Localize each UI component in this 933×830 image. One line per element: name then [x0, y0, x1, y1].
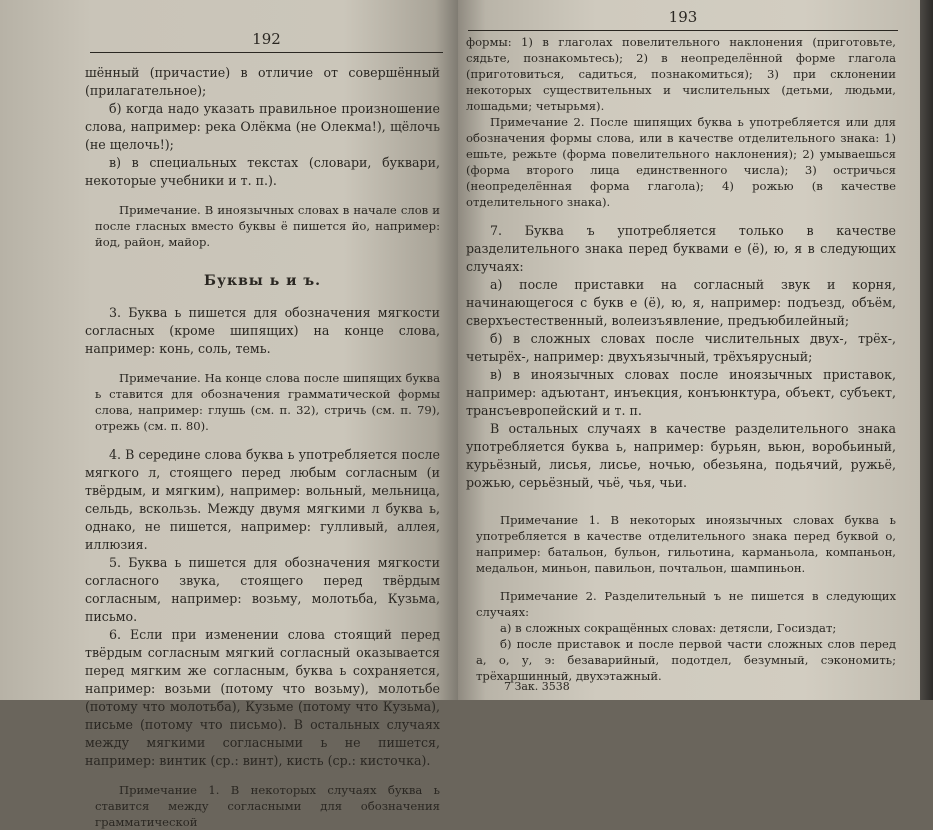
right-note: Примечание 2. После шипящих буква ь употребляется или для обозначения формы слова, или в качестве отделительного знака: 1) ешьте, режьте (форма повелительного наклонения); 2) умываешься (форма второго лица единственного числа); 3) остричься (неопределённая форма глагола); 4) рожью (в качестве отделительного знака).	[466, 115, 896, 209]
left-note: Примечание. В иноязычных словах в начале слов и после гласных вместо буквы ё пишется йо, например: йод, район, майор.	[95, 203, 440, 249]
section-heading: Буквы ь и ъ.	[204, 273, 321, 289]
left-paragraph: 6. Если при изменении слова стоящий перед твёрдым согласным мягкий согласный оказывается перед мягким же согласным, буква ь сохраняется, например: возьми (потому что возьму), молотьбе (потому что молотьба), Кузьме (потому что Кузьма), письме (потому что письмо). В остальных случаях между мягкими согласными ь не пишется, например: винтик (ср.: винт), кисть (ср.: кисточка).	[85, 627, 440, 768]
left-paragraph: 4. В середине слова буква ь употребляется после мягкого л, стоящего перед любым согласным (и твёрдым, и мягким), например: вольный, мельница, сельдь, вскользь. Между двумя мягкими л буква ь, однако, не пишется, например: гулливый, аллея, иллюзия.	[85, 447, 440, 552]
right-page-text	[466, 34, 896, 684]
left-page	[0, 0, 458, 829]
left-page-header	[90, 30, 443, 53]
right-paragraph: а) после приставки на согласный звук и корня, начинающегося с букв е (ё), ю, я, например: подъезд, объём, сверхъестественный, волеизъявление, предъюбилейный;	[466, 277, 896, 328]
left-page-text	[85, 64, 440, 830]
book-edge	[920, 0, 933, 700]
right-paragraph: В остальных случаях в качестве разделительного знака употребляется буква ь, например: бурьян, вьюн, воробьиный, курьёзный, лисья, лисье, ночью, обезьяна, подьячий, ружьё, рожью, серьёзный, чьё, чья, чьи.	[466, 421, 896, 490]
left-paragraph: шённый (причастие) в отличие от совершённый (прилагательное);	[85, 65, 440, 98]
right-paragraph: б) в сложных словах после числительных двух-, трёх-, четырёх-, например: двухъязычный, трёхъярусный;	[466, 331, 896, 364]
right-page-number: 193	[668, 8, 698, 26]
right-paragraph: в) в иноязычных словах после иноязычных приставок, например: адъютант, инъекция, конъюнктура, объект, субъект, трансъевропейский и т. п.	[466, 367, 896, 418]
right-note: формы: 1) в глаголах повелительного наклонения (приготовьте, сядьте, познакомьтесь); 2) в неопределённой форме глагола (приготовиться, садиться, познакомиться); 3) при склонении некоторых существительных и числительных (детьми, людьми, лошадьми; четырьмя).	[466, 35, 896, 113]
right-page	[458, 0, 920, 700]
right-page-header	[468, 8, 898, 31]
right-note: а) в сложных сокращённых словах: детясли, Госиздат;	[500, 621, 837, 635]
right-paragraph: 7. Буква ъ употребляется только в качестве разделительного знака перед буквами е (ё), ю, я в следующих случаях:	[466, 223, 896, 274]
left-paragraph: 5. Буква ь пишется для обозначения мягкости согласного звука, стоящего перед твёрдым согласным, например: возьму, молотьба, Кузьма, письмо.	[85, 555, 440, 624]
left-paragraph: в) в специальных текстах (словари, буквари, некоторые учебники и т. п.).	[85, 155, 440, 188]
left-page-number: 192	[252, 30, 281, 48]
right-note: Примечание 2. Разделительный ъ не пишется в следующих случаях:	[476, 589, 896, 619]
left-note: Примечание 1. В некоторых случаях буква ь ставится между согласными для обозначения грамматической	[95, 783, 440, 829]
page-footer: 7 Зак. 3538	[504, 680, 570, 693]
left-note: Примечание. На конце слова после шипящих буква ь ставится для обозначения грамматической формы слова, например: глушь (см. п. 32), стричь (см. п. 79), отрежь (см. п. 80).	[95, 371, 440, 433]
left-paragraph: б) когда надо указать правильное произношение слова, например: река Олёкма (не Олекма!), щёлочь (не щелочь!);	[85, 101, 440, 152]
left-paragraph: 3. Буква ь пишется для обозначения мягкости согласных (кроме шипящих) на конце слова, например: конь, соль, темь.	[85, 305, 440, 356]
right-note: Примечание 1. В некоторых иноязычных словах буква ь употребляется в качестве отделительного знака перед буквой о, например: батальон, бульон, гильотина, карманьола, компаньон, медальон, миньон, павильон, почтальон, шампиньон.	[476, 513, 896, 575]
right-note: б) после приставок и после первой части сложных слов перед а, о, у, э: безаварийный, подотдел, безумный, сэкономить; трёхаршинный, двухэтажный.	[476, 637, 896, 683]
